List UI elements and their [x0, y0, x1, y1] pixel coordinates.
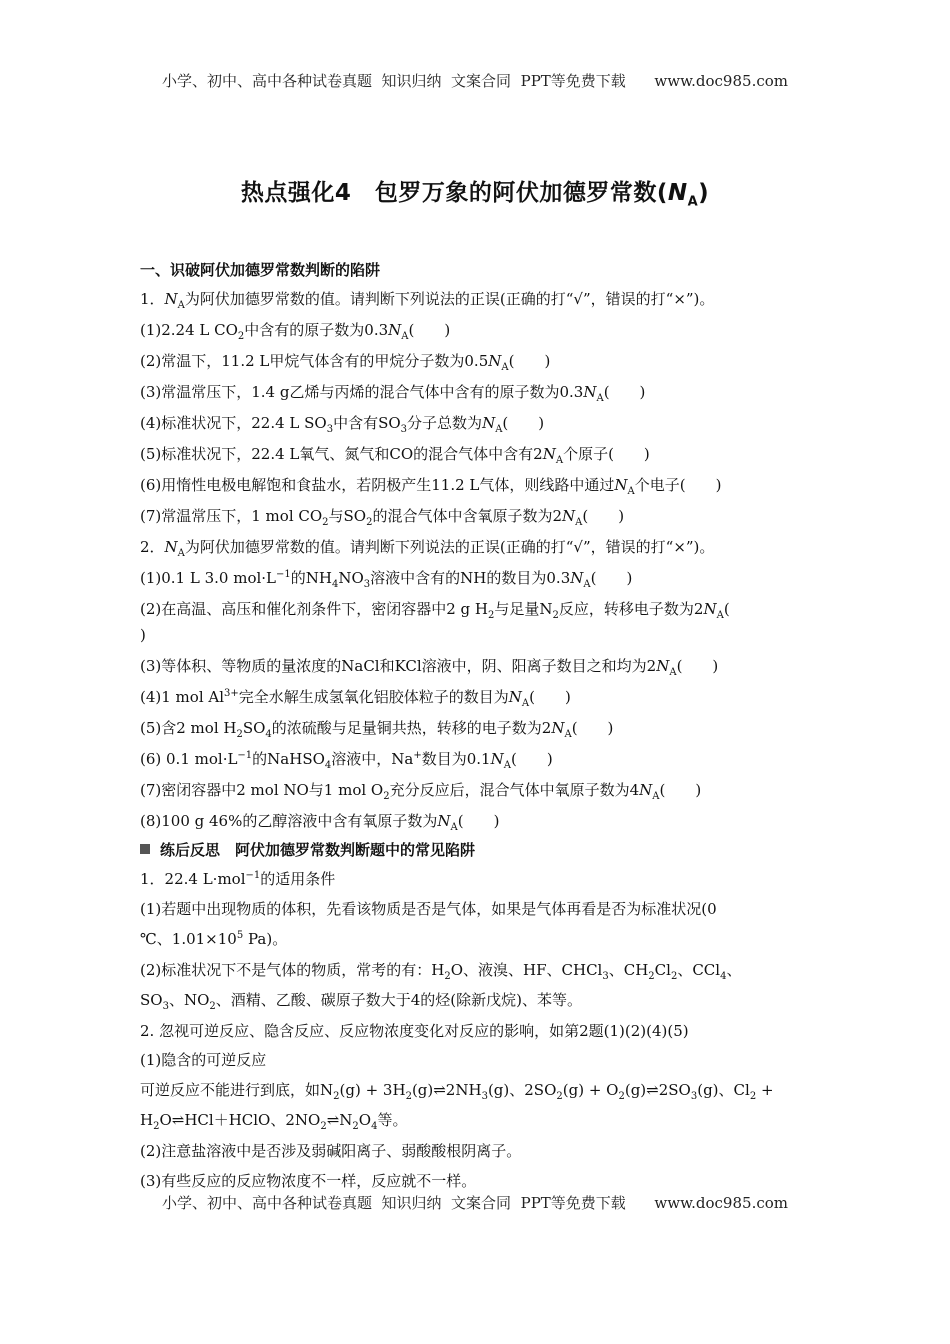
page-header: 小学、初中、高中各种试卷真题 知识归纳 文案合同 PPT等免费下载 www.doc985.com [161, 72, 788, 90]
question-stem: 1．$N_A$为阿伏加德罗常数的值。请判断下列说法的正误(正确的打“√”，错误的打“×”)。 [140, 290, 715, 311]
question-item: (2)在高温、高压和催化剂条件下，密闭容器中2 g $H_2$与足量$N_2$反应，转移电子数为$2N_A$( [140, 600, 730, 621]
review-line: 1．22.4 L·mol$^{-1}$的适用条件 [140, 870, 336, 888]
title-close: ) [698, 180, 710, 206]
review-line: (2)标准状况下不是气体的物质，常考的有：$H_2O$、液溴、HF、CHCl$_3$、$CH_2Cl_2$、CCl$_4$、 [140, 961, 742, 982]
question-item: (3)常温常压下，1.4 g乙烯与丙烯的混合气体中含有的原子数为$0.3N_A$( ) [140, 383, 646, 404]
review-line: 可逆反应不能进行到底，如$N_2(g)$ + $3H_2(g)\rightleftharpoons 2NH_3(g)$、$2SO_2(g)$ + $O_2(g)\rightleftharpoons 2SO_3(g)$、$Cl_2$ + [140, 1081, 774, 1102]
review-line: $SO_3$、$NO_2$、酒精、乙酸、碳原子数大于4的烃(除新戊烷)、苯等。 [140, 991, 583, 1012]
question-item: (5)含2 mol $H_2SO_4$的浓硫酸与足量铜共热，转移的电子数为$2N_A$( ) [140, 719, 614, 740]
review-line: $H_2O\rightleftharpoons HCl+HClO$、$2NO_2\rightleftharpoons N_2O_4$等。 [140, 1111, 408, 1132]
square-bullet-icon [140, 844, 150, 854]
review-heading: 练后反思 阿伏加德罗常数判断题中的常见陷阱 [140, 840, 475, 860]
title-sub: A [687, 194, 699, 210]
question-item: (4)1 mol $Al^{3+}$完全水解生成氢氧化铝胶体粒子的数目为$N_A$( ) [140, 688, 571, 709]
review-line: (3)有些反应的反应物浓度不一样，反应就不一样。 [140, 1172, 477, 1190]
question-item: (6) 0.1 $mol\cdot L^{-1}$的NaHSO$_4$溶液中，Na+数目为$0.1N_A$( ) [140, 750, 553, 771]
title-var: N [667, 180, 688, 206]
question-item: ) [140, 626, 146, 644]
question-item: (7)密闭容器中2 mol NO与1 mol $O_2$充分反应后，混合气体中氧原子数为$4N_A$( ) [140, 781, 702, 802]
review-line: (2)注意盐溶液中是否涉及弱碱阳离子、弱酸酸根阴离子。 [140, 1142, 522, 1160]
question-item: (3)等体积、等物质的量浓度的NaCl和KCl溶液中，阴、阳离子数目之和均为$2N_A$( ) [140, 657, 719, 678]
page-footer: 小学、初中、高中各种试卷真题 知识归纳 文案合同 PPT等免费下载 www.doc985.com [161, 1194, 788, 1212]
review-line: 2. 忽视可逆反应、隐含反应、反应物浓度变化对反应的影响，如第2题(1)(2)(4)(5) [140, 1022, 689, 1040]
section-heading: 一、识破阿伏加德罗常数判断的陷阱 [140, 261, 381, 279]
question-item: (1)2.24 L $CO_2$中含有的原子数为$0.3N_A$( ) [140, 321, 451, 342]
question-item: (4)标准状况下，22.4 L $SO_3$中含有$SO_3$分子总数为$N_A$( ) [140, 414, 545, 435]
question-item: (7)常温常压下，1 mol $CO_2$与$SO_2$的混合气体中含氧原子数为$2N_A$( ) [140, 507, 625, 528]
title-main: 热点强化4 包罗万象的阿伏加德罗常数( [240, 180, 668, 206]
question-item: (5)标准状况下，22.4 L氧气、氮气和CO的混合气体中含有$2N_A$个原子( ) [140, 445, 650, 466]
review-line: (1)若题中出现物质的体积，先看该物质是否是气体，如果是气体再看是否为标准状况(0 [140, 900, 717, 918]
question-item: (1)0.1 L 3.0 $mol\cdot L^{-1}$的$NH_4NO_3$溶液中含有的NH的数目为$0.3N_A$( ) [140, 569, 633, 590]
review-line: ℃、$1.01\times 10^5$ Pa)。 [140, 930, 288, 948]
page-title [0, 174, 950, 210]
question-item: (6)用惰性电极电解饱和食盐水，若阴极产生11.2 L气体，则线路中通过$N_A$个电子( ) [140, 476, 722, 497]
question-item: (8)100 g 46%的乙醇溶液中含有氧原子数为$N_A$( ) [140, 812, 500, 833]
review-line: (1)隐含的可逆反应 [140, 1051, 267, 1069]
question-item: (2)常温下，11.2 L甲烷气体含有的甲烷分子数为$0.5N_A$( ) [140, 352, 551, 373]
question-stem: 2．$N_A$为阿伏加德罗常数的值。请判断下列说法的正误(正确的打“√”，错误的打“×”)。 [140, 538, 715, 559]
